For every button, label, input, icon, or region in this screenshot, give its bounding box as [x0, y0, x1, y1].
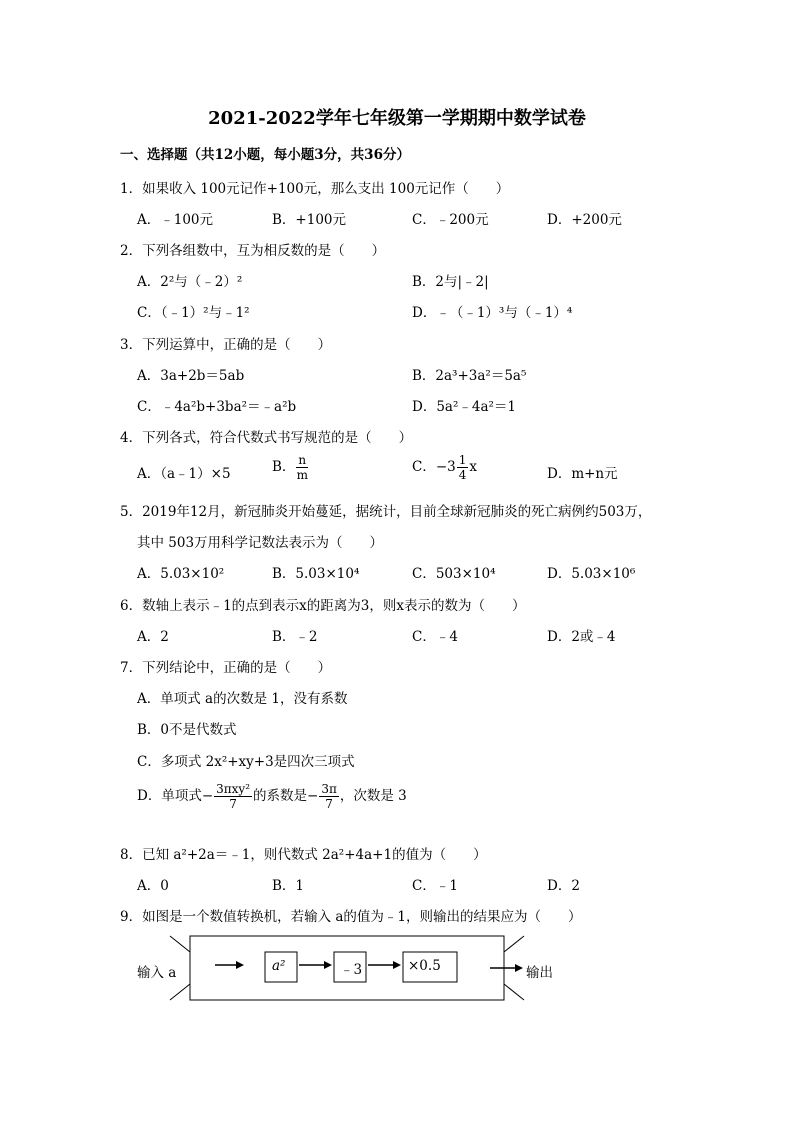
q5-option-a: A．5.03×10²	[137, 566, 225, 582]
q4-option-c-variable: x	[469, 459, 478, 475]
funnel-line	[170, 936, 190, 952]
arrow-head	[236, 961, 244, 969]
arrow-head	[324, 961, 332, 969]
question-3-stem: 3．下列运算中，正确的是（ ）	[120, 337, 332, 353]
exam-title: 2021-2022学年七年级第一学期期中数学试卷	[208, 108, 586, 129]
funnel-line	[170, 984, 190, 1000]
question-2-stem: 2．下列各组数中，互为相反数的是（ ）	[120, 243, 386, 259]
q7-option-b: B．0不是代数式	[137, 722, 237, 738]
q2-option-c: C．（﹣1）²与﹣1²	[137, 305, 250, 321]
q8-option-d: D．2	[547, 878, 580, 894]
q1-option-d: D．+200元	[547, 212, 622, 228]
q1-option-c: C．﹣200元	[412, 212, 489, 228]
q4-option-b-prefix: B．	[272, 459, 296, 475]
section-heading: 一、选择题（共12小题，每小题3分，共36分）	[120, 147, 410, 163]
q5-option-d: D．5.03×10⁶	[547, 566, 636, 582]
q7-option-d-suffix: ，次数是 3	[339, 788, 407, 804]
q3-option-c: C．﹣4a²b+3ba²＝﹣a²b	[137, 399, 297, 415]
q1-option-b: B．+100元	[272, 212, 346, 228]
minus-sign: −	[201, 788, 214, 804]
q5-option-b: B．5.03×10⁴	[272, 566, 360, 582]
question-4-stem: 4．下列各式，符合代数式书写规范的是（ ）	[120, 430, 413, 446]
q6-option-a: A．2	[137, 629, 169, 645]
arrow-head	[393, 961, 401, 969]
arrow-head	[515, 964, 523, 972]
q7-option-d-middle: 的系数是	[253, 788, 308, 804]
q1-option-a: A．﹣100元	[137, 212, 214, 228]
fraction-denominator: 7	[229, 797, 237, 811]
diagram-box-square-label: a²	[272, 958, 286, 974]
q6-option-d: D．2或﹣4	[547, 629, 616, 645]
question-9-stem: 9．如图是一个数值转换机，若输入 a的值为﹣1，则输出的结果应为（ ）	[120, 909, 582, 925]
q4-option-a: A．（a﹣1）×5	[137, 466, 231, 482]
q7-option-d-prefix: D．单项式	[137, 788, 202, 804]
question-6-stem: 6．数轴上表示﹣1的点到表示x的距离为3，则x表示的数为（ ）	[120, 598, 526, 614]
question-5-stem-line2: 其中 503万用科学记数法表示为（ ）	[137, 535, 384, 551]
funnel-line	[504, 984, 524, 1000]
question-5-stem-line1: 5．2019年12月，新冠肺炎开始蔓延，据统计，目前全球新冠肺炎的死亡病例约503万，	[120, 504, 652, 520]
fraction-numerator: 3πxy²	[216, 782, 251, 796]
q8-option-a: A．0	[137, 878, 169, 894]
q2-option-a: A．2²与（﹣2）²	[137, 274, 243, 290]
q6-option-b: B．﹣2	[272, 629, 318, 645]
fraction-denominator: m	[296, 468, 308, 482]
question-1-stem: 1．如果收入 100元记作+100元，那么支出 100元记作（ ）	[120, 181, 510, 197]
q2-option-b: B．2与|﹣2|	[412, 274, 489, 290]
fraction-numerator: 3π	[321, 782, 337, 796]
fraction-denominator: 7	[325, 797, 333, 811]
q5-option-c: C．503×10⁴	[412, 566, 496, 582]
q7-option-a: A．单项式 a的次数是 1，没有系数	[137, 691, 348, 707]
fraction-numerator: n	[298, 453, 307, 467]
q2-option-d: D．﹣（﹣1）³与（﹣1）⁴	[412, 305, 573, 321]
minus-sign: −	[307, 788, 319, 804]
q6-option-c: C．﹣4	[412, 629, 458, 645]
q8-option-c: C．﹣1	[412, 878, 458, 894]
fraction-numerator: 1	[458, 453, 467, 467]
q4-option-c-prefix: C．	[412, 459, 436, 475]
q4-option-d: D．m+n元	[547, 466, 618, 482]
diagram-input-label: 输入 a	[137, 965, 177, 981]
question-8-stem: 8．已知 a²+2a＝﹣1，则代数式 2a²+4a+1的值为（ ）	[120, 847, 487, 863]
question-7-stem: 7．下列结论中，正确的是（ ）	[120, 660, 332, 676]
q3-option-d: D．5a²﹣4a²＝1	[412, 399, 517, 415]
diagram-output-label: 输出	[526, 965, 553, 981]
q3-option-a: A．3a+2b＝5ab	[137, 368, 245, 384]
q7-option-c: C．多项式 2x²+xy+3是四次三项式	[137, 754, 355, 770]
q8-option-b: B．1	[272, 878, 305, 894]
q4-option-c-whole: −3	[435, 459, 456, 475]
diagram-box-multiply-label: ×0.5	[408, 958, 441, 974]
fraction-denominator: 4	[458, 468, 467, 482]
diagram-box-subtract-label: ﹣3	[340, 962, 363, 978]
funnel-line	[504, 936, 524, 952]
q3-option-b: B．2a³+3a²＝5a⁵	[412, 368, 527, 384]
